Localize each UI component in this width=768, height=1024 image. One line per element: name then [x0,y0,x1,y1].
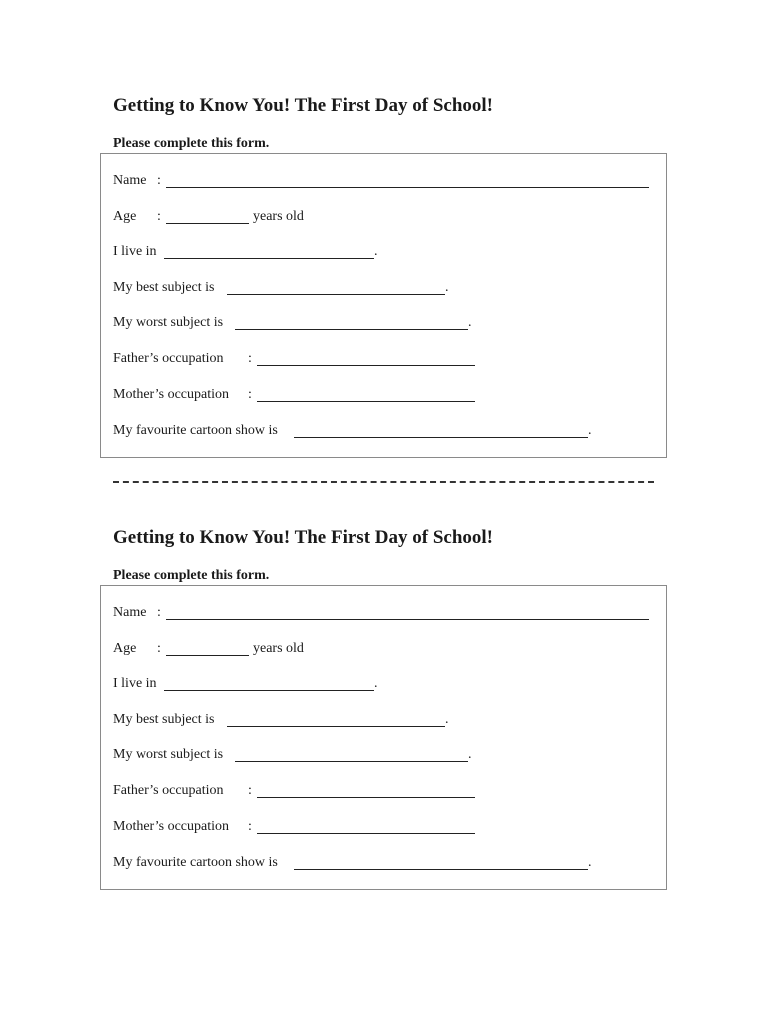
cartoon-label: My favourite cartoon show is [113,423,278,438]
name-colon: : [157,173,161,188]
best-subject-blank[interactable] [227,294,445,295]
name-blank[interactable] [166,619,649,620]
worst-subject-end: . [468,315,472,330]
mother-occupation-blank[interactable] [257,401,475,402]
age-label: Age [113,209,137,224]
live-label: I live in [113,676,157,691]
worst-subject-label: My worst subject is [113,315,224,330]
best-subject-blank[interactable] [227,726,445,727]
best-subject-label: My best subject is [113,712,215,727]
cut-line [113,481,654,483]
mother-occupation-colon: : [248,387,252,402]
name-label: Name [113,605,147,620]
father-occupation-label: Father’s occupation [113,351,224,366]
form-box [100,153,667,458]
name-blank[interactable] [166,187,649,188]
age-colon: : [157,641,161,656]
live-blank[interactable] [164,690,374,691]
form-box [100,585,667,890]
worst-subject-blank[interactable] [235,761,468,762]
mother-occupation-label: Mother’s occupation [113,819,229,834]
father-occupation-label: Father’s occupation [113,783,224,798]
live-blank[interactable] [164,258,374,259]
mother-occupation-blank[interactable] [257,833,475,834]
cartoon-label: My favourite cartoon show is [113,855,278,870]
father-occupation-blank[interactable] [257,365,475,366]
form-instruction: Please complete this form. [113,136,270,151]
father-occupation-colon: : [248,351,252,366]
worst-subject-end: . [468,747,472,762]
best-subject-label: My best subject is [113,280,215,295]
age-label: Age [113,641,137,656]
cartoon-end: . [588,423,592,438]
father-occupation-blank[interactable] [257,797,475,798]
mother-occupation-label: Mother’s occupation [113,387,229,402]
best-subject-end: . [445,712,449,727]
age-suffix: years old [253,209,304,224]
form-title: Getting to Know You! The First Day of School! [113,95,493,116]
age-suffix: years old [253,641,304,656]
age-blank[interactable] [166,223,249,224]
live-end: . [374,676,378,691]
cartoon-blank[interactable] [294,869,588,870]
worst-subject-blank[interactable] [235,329,468,330]
form-instruction: Please complete this form. [113,568,270,583]
live-label: I live in [113,244,157,259]
best-subject-end: . [445,280,449,295]
live-end: . [374,244,378,259]
age-colon: : [157,209,161,224]
age-blank[interactable] [166,655,249,656]
name-label: Name [113,173,147,188]
worst-subject-label: My worst subject is [113,747,224,762]
form-title: Getting to Know You! The First Day of School! [113,527,493,548]
father-occupation-colon: : [248,783,252,798]
cartoon-end: . [588,855,592,870]
name-colon: : [157,605,161,620]
mother-occupation-colon: : [248,819,252,834]
cartoon-blank[interactable] [294,437,588,438]
